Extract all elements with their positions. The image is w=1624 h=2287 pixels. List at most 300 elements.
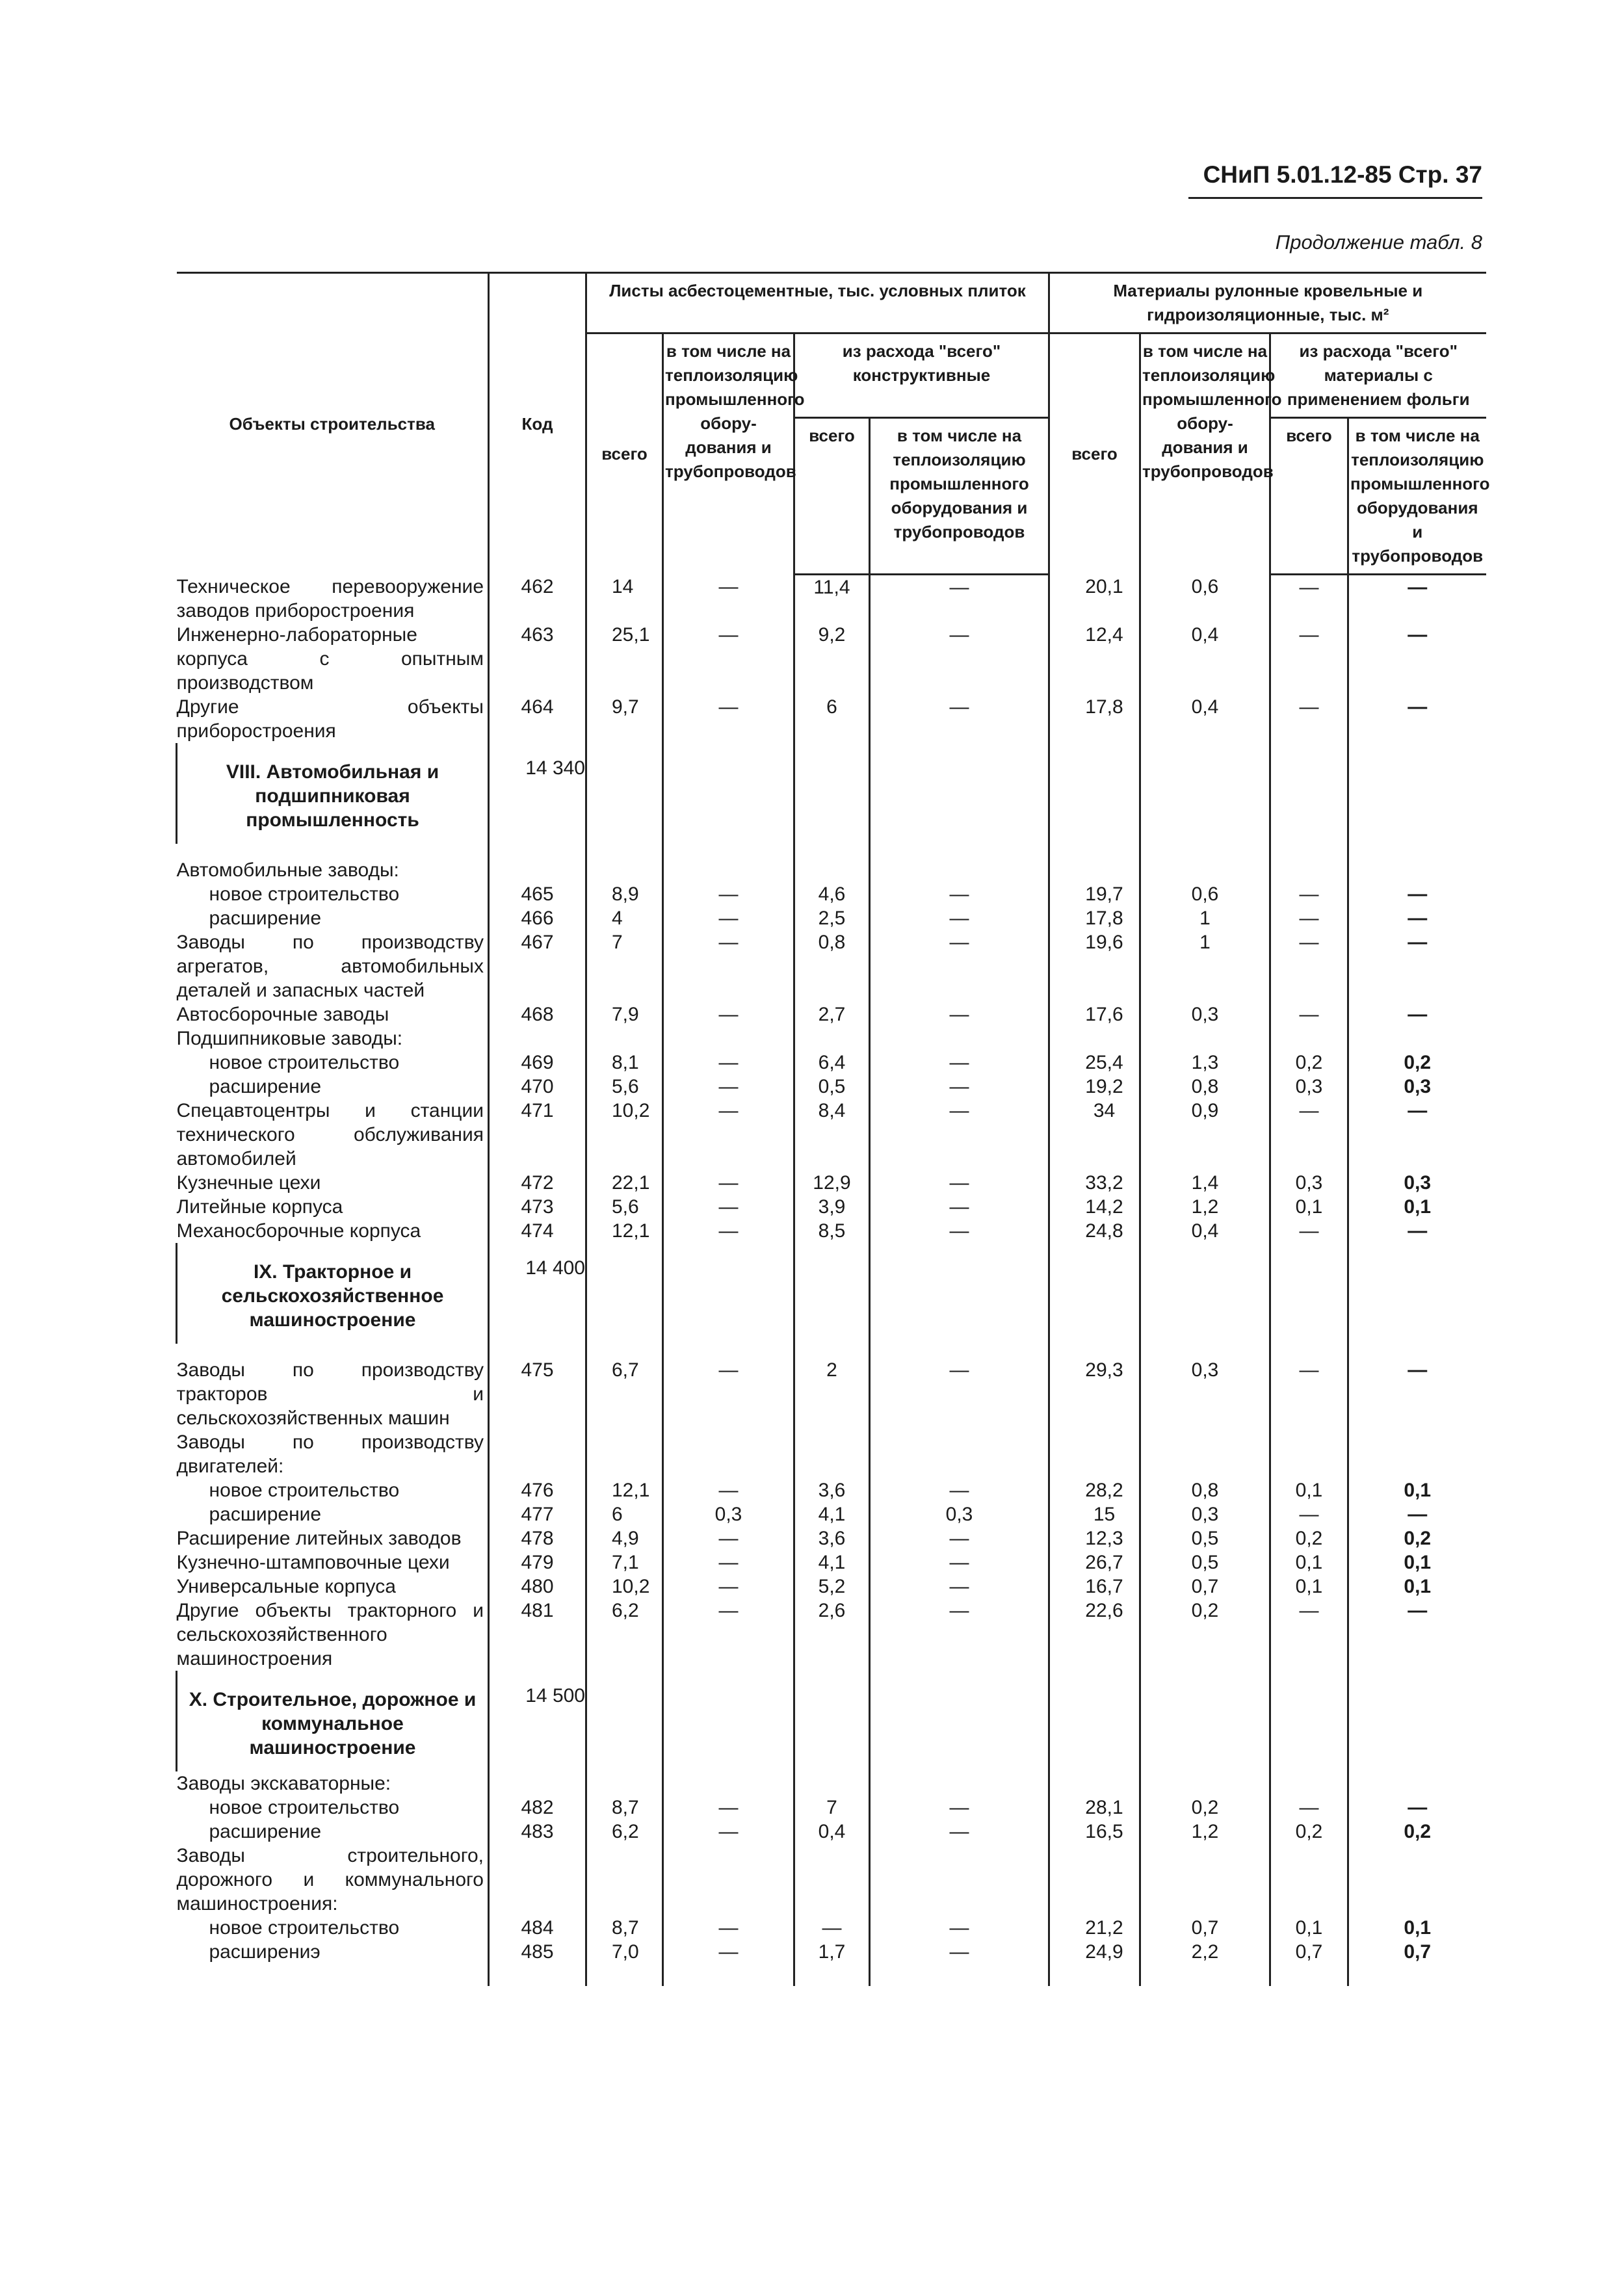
row-name: Спецавтоцентры и станции технического обслуживания автомобилей — [176, 1099, 484, 1170]
materials-table — [176, 272, 1490, 1986]
row-value-5: 17,8 — [1049, 906, 1140, 930]
row-name: Другие объекты приборостроения — [176, 696, 484, 742]
row-value-3: 12,9 — [794, 1171, 870, 1195]
row-value-1: 4 — [586, 906, 663, 930]
row-value-2: — — [663, 1599, 794, 1671]
row-value-7 — [1270, 1026, 1348, 1051]
row-value-4: — — [870, 1550, 1049, 1575]
table-row — [177, 1671, 1486, 1771]
row-value-7: 0,1 — [1270, 1550, 1348, 1575]
header-asb-incl — [663, 333, 805, 575]
row-value-4: — — [870, 1478, 1049, 1502]
row-value-3: 4,1 — [794, 1550, 870, 1575]
row-value-4: — — [870, 1526, 1049, 1550]
row-value-2 — [663, 1671, 794, 1771]
table-row — [177, 930, 1486, 1002]
row-value-1: 8,9 — [586, 882, 663, 906]
row-value-3: 8,5 — [794, 1219, 870, 1243]
row-value-2: — — [663, 1195, 794, 1219]
row-value-6 — [1140, 1844, 1270, 1916]
row-value-3: 0,8 — [794, 930, 870, 1002]
row-value-3: 4,6 — [794, 882, 870, 906]
row-value-3: 2 — [794, 1344, 870, 1430]
row-value-8: 0,1 — [1348, 1916, 1486, 1940]
row-value-8: 0,2 — [1348, 1051, 1486, 1075]
row-value-6: 0,5 — [1140, 1526, 1270, 1550]
row-value-7: 0,2 — [1270, 1820, 1348, 1844]
table-row — [177, 1478, 1486, 1502]
row-code: 473 — [489, 1195, 586, 1219]
row-value-4: — — [870, 930, 1049, 1002]
row-value-2: — — [663, 1219, 794, 1243]
row-value-3 — [794, 1243, 870, 1344]
row-value-2: — — [663, 1344, 794, 1430]
row-value-6: 0,2 — [1140, 1599, 1270, 1671]
row-value-3: 6 — [794, 695, 870, 743]
row-value-7 — [1270, 1671, 1348, 1771]
row-value-2: — — [663, 1171, 794, 1195]
row-value-5 — [1049, 1243, 1140, 1344]
row-value-4 — [870, 1844, 1049, 1916]
row-code: 471 — [489, 1099, 586, 1171]
row-value-7 — [1270, 743, 1348, 844]
row-value-2: — — [663, 1796, 794, 1820]
row-value-4: — — [870, 1796, 1049, 1820]
row-name: расширение — [209, 1503, 322, 1525]
row-name: Литейные корпуса — [176, 1196, 343, 1218]
row-value-5: 33,2 — [1049, 1171, 1140, 1195]
row-value-7 — [1270, 1844, 1348, 1916]
row-value-7: — — [1270, 1219, 1348, 1243]
row-value-8: — — [1348, 1099, 1486, 1171]
row-value-6 — [1140, 1671, 1270, 1771]
row-value-6: 1,2 — [1140, 1820, 1270, 1844]
row-value-3 — [794, 1671, 870, 1771]
row-value-4: — — [870, 906, 1049, 930]
table-row — [177, 1430, 1486, 1478]
row-value-8 — [1348, 1026, 1486, 1051]
table-row — [177, 1099, 1486, 1171]
row-code — [489, 1430, 586, 1478]
row-name: Автомобильные заводы: — [176, 859, 399, 881]
row-value-7: 0,1 — [1270, 1575, 1348, 1599]
row-value-4: — — [870, 1171, 1049, 1195]
header-group-asbestos: Листы асбестоцементные, тыс. условных плиток — [586, 273, 1049, 333]
row-value-4: — — [870, 1916, 1049, 1940]
row-code: 14 500 — [489, 1671, 586, 1771]
table-row — [177, 575, 1486, 623]
row-value-3: 0,4 — [794, 1820, 870, 1844]
row-value-5: 14,2 — [1049, 1195, 1140, 1219]
row-value-4 — [870, 1026, 1049, 1051]
row-value-6: 0,4 — [1140, 623, 1270, 695]
row-value-3: 9,2 — [794, 623, 870, 695]
row-value-4: — — [870, 1195, 1049, 1219]
row-code: 466 — [489, 906, 586, 930]
row-name: Заводы по производству тракторов и сельскохозяйственных машин — [176, 1359, 484, 1429]
row-value-7: 0,1 — [1270, 1916, 1348, 1940]
table-row — [177, 1844, 1486, 1916]
table-row — [177, 695, 1486, 743]
row-value-5 — [1049, 743, 1140, 844]
row-value-1: 7,0 — [586, 1940, 663, 1986]
row-value-7: — — [1270, 1099, 1348, 1171]
row-value-8: — — [1348, 1502, 1486, 1526]
row-value-2: — — [663, 1075, 794, 1099]
row-value-8: 0,2 — [1348, 1820, 1486, 1844]
row-value-7 — [1270, 1430, 1348, 1478]
row-value-7: — — [1270, 930, 1348, 1002]
row-value-1: 6 — [586, 1502, 663, 1526]
row-value-3: 3,6 — [794, 1478, 870, 1502]
row-value-5: 28,1 — [1049, 1796, 1140, 1820]
row-name: Универсальные корпуса — [176, 1575, 396, 1597]
row-value-8: 0,3 — [1348, 1171, 1486, 1195]
row-value-1: 7 — [586, 930, 663, 1002]
row-value-7: — — [1270, 623, 1348, 695]
row-value-3 — [794, 743, 870, 844]
row-value-8 — [1348, 743, 1486, 844]
header-asb-incl-b: дования и трубопроводов — [665, 438, 796, 481]
row-value-1 — [586, 1771, 663, 1796]
row-value-2: 0,3 — [663, 1502, 794, 1526]
row-value-5: 17,6 — [1049, 1002, 1140, 1026]
header-roll-incl — [1140, 333, 1282, 575]
row-value-5 — [1049, 1671, 1140, 1771]
header-asb-incl-a: в том числе на теплоизоляцию промышленного обору- — [665, 341, 805, 433]
row-code: 469 — [489, 1051, 586, 1075]
table-row — [177, 1916, 1486, 1940]
row-code: 467 — [489, 930, 586, 1002]
table-row — [177, 1599, 1486, 1671]
row-value-5 — [1049, 1844, 1140, 1916]
row-value-2: — — [663, 1051, 794, 1075]
row-value-3: 8,4 — [794, 1099, 870, 1171]
row-value-5: 16,7 — [1049, 1575, 1140, 1599]
row-value-4: — — [870, 1940, 1049, 1986]
header-roll-foil-total: всего — [1270, 418, 1348, 575]
document-reference: СНиП 5.01.12-85 Стр. 37 — [1203, 161, 1482, 188]
row-value-2: — — [663, 623, 794, 695]
table-row — [177, 1526, 1486, 1550]
row-value-5: 34 — [1049, 1099, 1140, 1171]
row-value-6: 1,2 — [1140, 1195, 1270, 1219]
row-value-3: 2,7 — [794, 1002, 870, 1026]
row-value-1: 5,6 — [586, 1075, 663, 1099]
row-value-3: 5,2 — [794, 1575, 870, 1599]
row-value-4 — [870, 844, 1049, 882]
row-value-2 — [663, 1844, 794, 1916]
row-value-7: — — [1270, 695, 1348, 743]
row-code: 462 — [489, 575, 586, 623]
row-name: Другие объекты тракторного и сельскохозяйственного машиностроения — [176, 1599, 484, 1669]
row-value-5: 17,8 — [1049, 695, 1140, 743]
row-value-7: — — [1270, 1344, 1348, 1430]
row-value-6: 0,5 — [1140, 1550, 1270, 1575]
row-value-8 — [1348, 1243, 1486, 1344]
table-row — [177, 623, 1486, 695]
row-value-6: 0,3 — [1140, 1002, 1270, 1026]
row-value-4: — — [870, 695, 1049, 743]
row-value-4: — — [870, 1051, 1049, 1075]
row-value-3: 11,4 — [794, 575, 870, 623]
table-row — [177, 1502, 1486, 1526]
row-value-7: — — [1270, 1502, 1348, 1526]
row-value-8: 0,3 — [1348, 1075, 1486, 1099]
row-value-8: — — [1348, 906, 1486, 930]
row-value-1: 14 — [586, 575, 663, 623]
row-name: новое строительство — [209, 1916, 400, 1939]
row-value-6: 1 — [1140, 930, 1270, 1002]
row-value-1: 6,2 — [586, 1820, 663, 1844]
table-row — [177, 1026, 1486, 1051]
row-name: Расширение литейных заводов — [176, 1527, 462, 1549]
row-value-5: 29,3 — [1049, 1344, 1140, 1430]
row-code: 476 — [489, 1478, 586, 1502]
row-value-5: 19,7 — [1049, 882, 1140, 906]
row-value-5: 28,2 — [1049, 1478, 1140, 1502]
row-value-4 — [870, 743, 1049, 844]
row-value-6: 0,8 — [1140, 1075, 1270, 1099]
row-code: 478 — [489, 1526, 586, 1550]
row-value-3: 6,4 — [794, 1051, 870, 1075]
row-value-7: 0,3 — [1270, 1075, 1348, 1099]
row-name: расширениэ — [209, 1941, 321, 1963]
header-roll-incl-a: в том числе на теплоизоляцию промышленного обору- — [1142, 341, 1282, 433]
header-objects: Объекты строительства — [177, 273, 489, 575]
header-asb-total: всего — [586, 333, 663, 575]
row-value-4: — — [870, 1599, 1049, 1671]
row-code: 480 — [489, 1575, 586, 1599]
row-value-5: 26,7 — [1049, 1550, 1140, 1575]
table-row — [177, 1195, 1486, 1219]
row-value-8: 0,1 — [1348, 1550, 1486, 1575]
row-value-8: 0,2 — [1348, 1526, 1486, 1550]
header-asb-constr-incl: в том числе на теплоизоляцию промышленного оборудования и трубопроводов — [870, 418, 1049, 575]
row-code: 475 — [489, 1344, 586, 1430]
row-value-1: 6,2 — [586, 1599, 663, 1671]
table-row — [177, 1344, 1486, 1430]
row-value-1 — [586, 1844, 663, 1916]
row-code — [489, 1026, 586, 1051]
row-value-6 — [1140, 743, 1270, 844]
row-value-1: 6,7 — [586, 1344, 663, 1430]
row-value-7: — — [1270, 575, 1348, 623]
row-value-7: — — [1270, 1599, 1348, 1671]
row-value-7: 0,2 — [1270, 1051, 1348, 1075]
row-code — [489, 1771, 586, 1796]
row-value-8: — — [1348, 1599, 1486, 1671]
row-value-1: 4,9 — [586, 1526, 663, 1550]
row-value-4: — — [870, 1075, 1049, 1099]
row-value-4 — [870, 1243, 1049, 1344]
row-value-2: — — [663, 1916, 794, 1940]
row-value-4: — — [870, 1820, 1049, 1844]
row-value-8: — — [1348, 930, 1486, 1002]
row-value-3: 1,7 — [794, 1940, 870, 1986]
row-value-4: — — [870, 1219, 1049, 1243]
row-code: 14 400 — [489, 1243, 586, 1344]
row-name: IX. Тракторное и сельскохозяйственное машиностроение — [177, 1243, 489, 1344]
row-code: 479 — [489, 1550, 586, 1575]
row-name: Техническое перевооружение заводов приборостроения — [176, 575, 484, 621]
row-value-6 — [1140, 1026, 1270, 1051]
row-name: Заводы экскаваторные: — [176, 1772, 391, 1794]
row-value-2: — — [663, 906, 794, 930]
row-value-2: — — [663, 1940, 794, 1986]
row-value-5: 20,1 — [1049, 575, 1140, 623]
row-value-2: — — [663, 1099, 794, 1171]
row-name: VIII. Автомобильная и подшипниковая промышленность — [177, 743, 489, 844]
row-value-3 — [794, 1026, 870, 1051]
table-body — [177, 575, 1486, 1986]
row-code: 484 — [489, 1916, 586, 1940]
row-value-7: — — [1270, 882, 1348, 906]
row-name: Инженерно-лабораторные корпуса с опытным производством — [176, 623, 484, 694]
table-row — [177, 1171, 1486, 1195]
row-value-8 — [1348, 1671, 1486, 1771]
table-row — [177, 1575, 1486, 1599]
table-row — [177, 1796, 1486, 1820]
row-value-5: 21,2 — [1049, 1916, 1140, 1940]
row-value-1 — [586, 743, 663, 844]
row-value-3 — [794, 1771, 870, 1796]
row-value-5: 12,3 — [1049, 1526, 1140, 1550]
row-name: Заводы по производству агрегатов, автомобильных деталей и запасных частей — [176, 931, 484, 1001]
row-value-6: 1,3 — [1140, 1051, 1270, 1075]
row-value-2: — — [663, 1478, 794, 1502]
row-value-3: — — [794, 1916, 870, 1940]
row-code: 468 — [489, 1002, 586, 1026]
row-value-8: — — [1348, 623, 1486, 695]
row-value-2: — — [663, 930, 794, 1002]
row-value-5: 12,4 — [1049, 623, 1140, 695]
row-code: 463 — [489, 623, 586, 695]
row-code: 481 — [489, 1599, 586, 1671]
row-value-6: 0,8 — [1140, 1478, 1270, 1502]
table-row — [177, 882, 1486, 906]
row-value-6: 0,6 — [1140, 575, 1270, 623]
row-name: расширение — [209, 1820, 322, 1842]
row-value-3: 2,6 — [794, 1599, 870, 1671]
table-row — [177, 1219, 1486, 1243]
row-value-5 — [1049, 1771, 1140, 1796]
row-value-2: — — [663, 882, 794, 906]
row-value-7: 0,2 — [1270, 1526, 1348, 1550]
row-value-2 — [663, 1771, 794, 1796]
table-row — [177, 1051, 1486, 1075]
row-value-7: 0,3 — [1270, 1171, 1348, 1195]
row-value-4: — — [870, 1344, 1049, 1430]
row-value-7 — [1270, 1771, 1348, 1796]
row-name: Кузнечные цехи — [176, 1171, 321, 1194]
row-value-1: 25,1 — [586, 623, 663, 695]
row-value-7: — — [1270, 1796, 1348, 1820]
row-value-5: 24,9 — [1049, 1940, 1140, 1986]
row-name: расширение — [209, 907, 322, 929]
row-value-1 — [586, 1026, 663, 1051]
table-row — [177, 906, 1486, 930]
row-value-1: 8,7 — [586, 1796, 663, 1820]
row-value-7 — [1270, 844, 1348, 882]
row-value-6 — [1140, 1243, 1270, 1344]
row-code: 483 — [489, 1820, 586, 1844]
row-value-3: 3,9 — [794, 1195, 870, 1219]
row-code: 477 — [489, 1502, 586, 1526]
row-value-5: 16,5 — [1049, 1820, 1140, 1844]
row-value-6 — [1140, 1771, 1270, 1796]
row-value-2: — — [663, 1002, 794, 1026]
row-value-3: 4,1 — [794, 1502, 870, 1526]
row-value-6: 0,2 — [1140, 1796, 1270, 1820]
row-value-4: — — [870, 623, 1049, 695]
row-value-1: 8,7 — [586, 1916, 663, 1940]
row-name: новое строительство — [209, 1479, 400, 1501]
table-row — [177, 1243, 1486, 1344]
row-value-8 — [1348, 844, 1486, 882]
row-value-1 — [586, 1243, 663, 1344]
table-row — [177, 844, 1486, 882]
row-value-8: 0,1 — [1348, 1195, 1486, 1219]
row-value-1: 10,2 — [586, 1575, 663, 1599]
row-value-8: — — [1348, 882, 1486, 906]
row-value-8: 0,1 — [1348, 1478, 1486, 1502]
row-value-4: — — [870, 1575, 1049, 1599]
row-value-7: 0,7 — [1270, 1940, 1348, 1986]
row-value-4 — [870, 1671, 1049, 1771]
row-value-6: 1,4 — [1140, 1171, 1270, 1195]
table-continuation-label: Продолжение табл. 8 — [1275, 231, 1482, 254]
row-value-2 — [663, 1243, 794, 1344]
row-value-8 — [1348, 1430, 1486, 1478]
row-value-5: 19,6 — [1049, 930, 1140, 1002]
row-name: Механосборочные корпуса — [176, 1220, 421, 1242]
header-code: Код — [489, 273, 586, 575]
row-value-1: 7,1 — [586, 1550, 663, 1575]
row-value-7: 0,1 — [1270, 1195, 1348, 1219]
row-value-8 — [1348, 1771, 1486, 1796]
row-value-2: — — [663, 575, 794, 623]
header-group-roll-materials: Материалы рулонные кровельные и гидроизоляционные, тыс. м² — [1049, 273, 1486, 333]
row-value-2: — — [663, 1820, 794, 1844]
row-value-4: — — [870, 1099, 1049, 1171]
row-value-5 — [1049, 1430, 1140, 1478]
row-value-1 — [586, 1671, 663, 1771]
row-code: 474 — [489, 1219, 586, 1243]
header-roll-foil: из расхода "всего" материалы с применением фольги — [1270, 333, 1486, 418]
row-value-4: — — [870, 575, 1049, 623]
table-row — [177, 1550, 1486, 1575]
row-value-5: 19,2 — [1049, 1075, 1140, 1099]
row-value-1: 9,7 — [586, 695, 663, 743]
row-value-6: 0,3 — [1140, 1502, 1270, 1526]
row-value-1: 10,2 — [586, 1099, 663, 1171]
row-value-2 — [663, 1026, 794, 1051]
row-code: 472 — [489, 1171, 586, 1195]
row-value-6 — [1140, 844, 1270, 882]
row-value-1: 7,9 — [586, 1002, 663, 1026]
row-name: Автосборочные заводы — [176, 1003, 389, 1025]
row-value-5: 15 — [1049, 1502, 1140, 1526]
row-code — [489, 844, 586, 882]
row-value-6: 0,4 — [1140, 1219, 1270, 1243]
row-value-2 — [663, 1430, 794, 1478]
row-name: Заводы строительного, дорожного и коммунального машиностроения: — [176, 1844, 484, 1915]
row-value-3 — [794, 1430, 870, 1478]
row-value-4 — [870, 1430, 1049, 1478]
table-row — [177, 1940, 1486, 1986]
row-value-1 — [586, 844, 663, 882]
